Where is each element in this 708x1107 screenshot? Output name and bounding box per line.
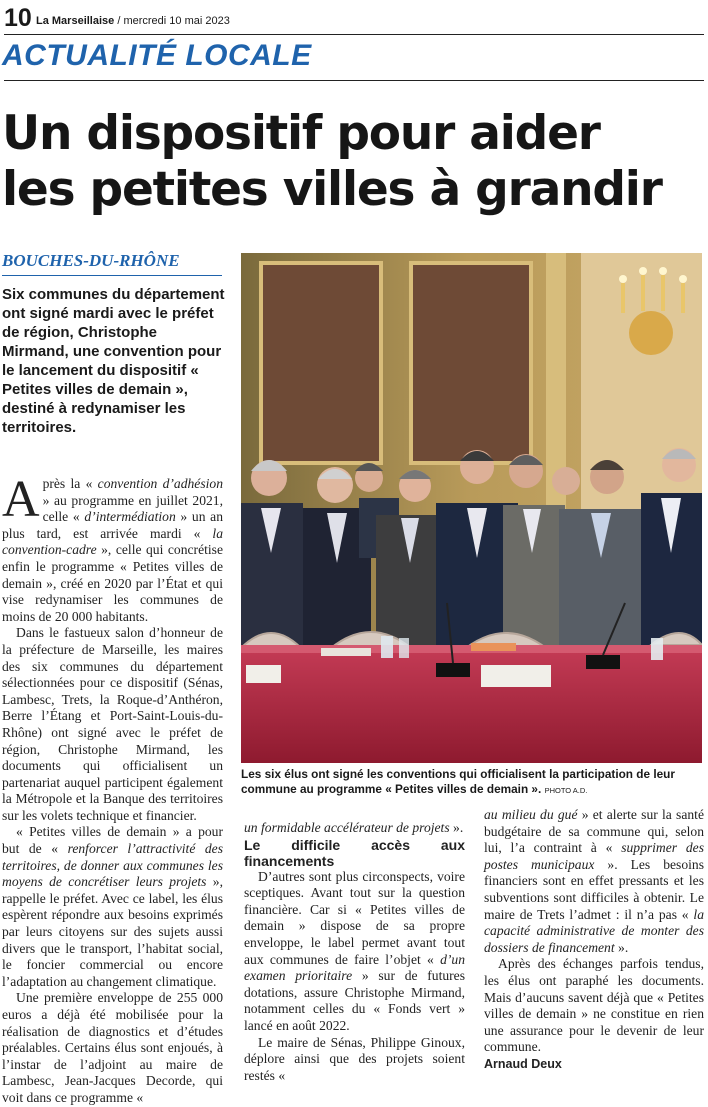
- body-paragraph: Après la « convention d’adhésion » au programme en juillet 2021, celle « d’intermédiation » un an plus tard, est arrivée mardi « la convention-cadre », celle qui concrétise enfin le programme « Petites villes de demain », créé en 2020 par l’État et qui vise redynamiser les communes de moins de 20 000 habitants.: [2, 471, 224, 624]
- header-rule: [4, 34, 704, 35]
- page-number: 10: [4, 4, 32, 32]
- folio-line: La Marseillaise / mercredi 10 mai 2023: [36, 15, 230, 27]
- section-rule: [4, 80, 704, 81]
- body-column-2: [244, 820, 465, 1084]
- kicker: BOUCHES-DU-RHÔNE: [2, 251, 180, 270]
- body-paragraph: D’autres sont plus circonspects, voire sceptiques. Avant tout sur la question financière. Car si « Petites villes de demain » dispose de sa propre enveloppe, le label permet avant tout aux communes de faire l’objet « d’un examen prioritaire » sur de futures dotations, assure Christophe Mirmand, notamment celles du « Fonds vert » lancé en août 2022.: [244, 868, 465, 1033]
- headline: [2, 106, 707, 218]
- body-paragraph: un formidable accélérateur de projets ».: [244, 820, 464, 835]
- headline-line-2: les petites villes à grandir: [2, 162, 662, 217]
- body-paragraph: « Petites villes de demain » a pour but de « renforcer l’attractivité des territoires, de donner aux communes les moyens de concrétiser leurs projets », rappelle le préfet. Avec ce label, les élus espèrent répondre aux besoins exprimés par leurs citoyens sur des sujets aussi divers que le transport, l’habitat social, le foncier commercial ou encore l’adaptation au changement climatique.: [2, 824, 223, 989]
- issue-date: mercredi 10 mai 2023: [123, 15, 230, 27]
- photo-caption: Les six élus ont signé les conventions qui officialisent la participation de leur commune au programme « Petites villes de demain ». PHOTO A.D.: [241, 767, 675, 796]
- body-paragraph: au milieu du gué » et alerte sur la santé budgétaire de sa commune qui, selon lui, l’a contraint à « supprimer des postes municipaux ». Les besoins financiers sont en effet pressants et les subventions sont difficiles à obtenir. Le maire de Trets l’admet : il n’a pas « la capacité administrative de monter des dossiers de financement ».: [484, 807, 704, 955]
- lead-paragraph: Six communes du département ont signé mardi avec le préfet de région, Christophe Mirmand, une convention pour le lancement du dispositif « Petites villes de demain », destiné à redynamiser les territoires.: [2, 286, 225, 436]
- body-paragraph: Le maire de Sénas, Philippe Ginoux, déplore ainsi que des projets soient restés «: [244, 1034, 465, 1083]
- body-column-1: [2, 471, 224, 1107]
- kicker-rule: [2, 275, 222, 276]
- body-paragraph: Une première enveloppe de 255 000 euros a déjà été mobilisée pour la réalisation de diagnostics et d’études préalables. Certains élus sont enjoués, à l’instar de l’adjoint au maire de Lambesc, Jean-Jacques Decorde, qui voit dans ce programme «: [2, 990, 223, 1105]
- article-photo: [241, 253, 702, 763]
- body-column-3: [484, 807, 704, 1073]
- subheading: Le difficile accès aux financements: [244, 836, 465, 869]
- photo-credit: PHOTO A.D.: [544, 785, 588, 795]
- body-paragraph: Dans le fastueux salon d’honneur de la préfecture de Marseille, les maires des six communes du département sélectionnées pour ce dispositif (Sénas, Lambesc, Trets, la Roque-d’Anthéron, Berre l’Étang et Port-Saint-Louis-du-Rhône) ont signé avec le préfet de région, Christophe Mirmand, les documents qui officialisent un partenariat auquel participent également la Métropole et la Banque des territoires sur les volets technique et financier.: [2, 625, 223, 823]
- author-byline: Arnaud Deux: [484, 1056, 562, 1071]
- drop-cap: A: [2, 471, 40, 528]
- section-title: ACTUALITÉ LOCALE: [2, 39, 312, 72]
- headline-line-1: Un dispositif pour aider: [2, 106, 600, 161]
- publication-name: La Marseillaise: [36, 15, 115, 27]
- body-paragraph: Après des échanges parfois tendus, les élus ont paraphé les documents. Mais d’aucuns savent déjà que « Petites villes de demain » ne constitue en rien une assurance pour le devenir de leur commune.: [484, 956, 704, 1055]
